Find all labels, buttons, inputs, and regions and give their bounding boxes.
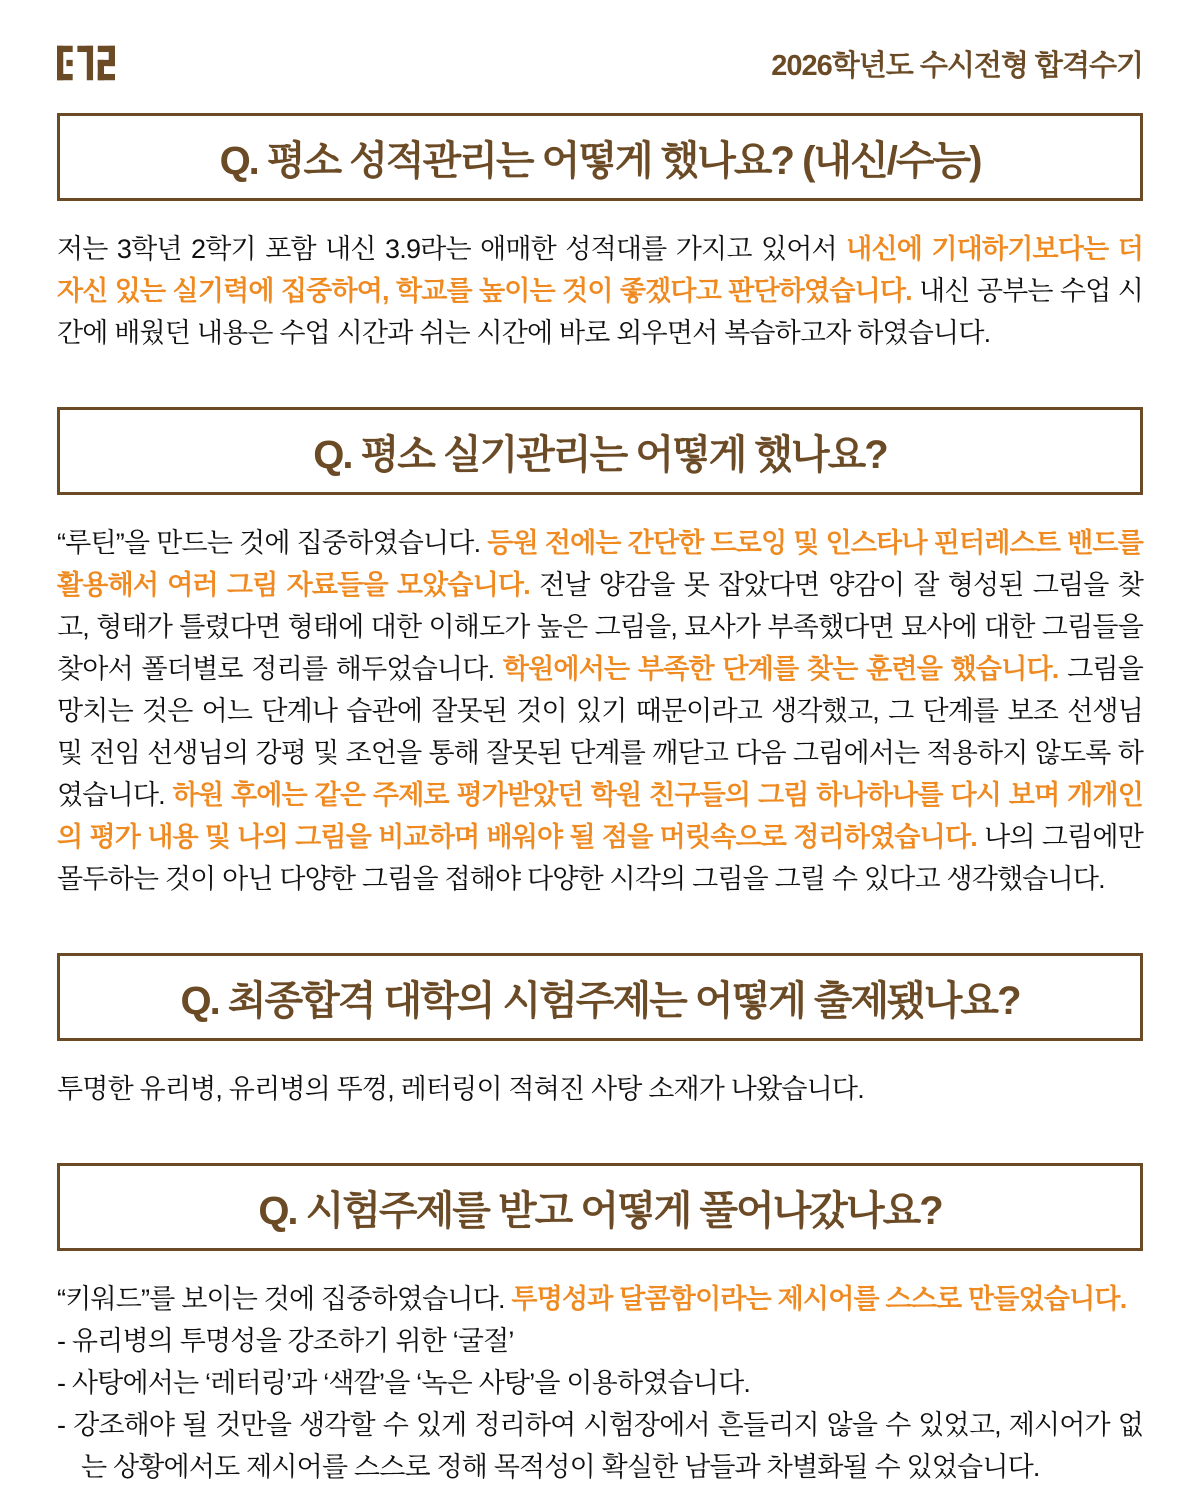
highlight-segment: 하원 후에는 같은 주제로 평가받았던 학원 친구들의 그림 하나하나를 다시 보며 개개인의 평가 내용 및 나의 그림을 비교하며 배워야 될 점을 머릿속으로 정리하였습니다. — [57, 780, 1143, 852]
question-title: Q. 시험주제를 받고 어떻게 풀어나갔나요? — [258, 1188, 942, 1233]
answer-bullet — [57, 1362, 1143, 1404]
text-segment: “루틴”을 만드는 것에 집중하였습니다. — [57, 528, 488, 558]
question-box — [57, 407, 1143, 495]
page-title: 2026학년도 수시전형 합격수기 — [771, 49, 1143, 82]
answer-paragraph — [57, 522, 1143, 900]
answer-block — [57, 522, 1143, 900]
text-segment: - 사탕에서는 ‘레터링’과 ‘색깔’을 ‘녹은 사탕’을 이용하였습니다. — [57, 1368, 751, 1398]
highlight-segment: 학원에서는 부족한 단계를 찾는 훈련을 했습니다. — [502, 654, 1059, 684]
text-segment: 내신 공부는 수업 시간에 배웠던 내용은 수업 시간과 쉬는 시간에 바로 외우면서 복습하고자 하였습니다. — [57, 276, 1143, 348]
question-title: Q. 평소 성적관리는 어떻게 했나요? (내신/수능) — [219, 138, 981, 183]
question-title: Q. 최종합격 대학의 시험주제는 어떻게 출제됐나요? — [180, 978, 1020, 1023]
highlight-segment: 등원 전에는 간단한 드로잉 및 인스타나 핀터레스트 밴드를 활용해서 여러 그림 자료들을 모았습니다. — [57, 528, 1143, 600]
brand-logo-icon — [57, 45, 115, 81]
text-segment: 전날 양감을 못 잡았다면 양감이 잘 형성된 그림을 찾고, 형태가 틀렸다면 형태에 대한 이해도가 높은 그림을, 묘사가 부족했다면 묘사에 대한 그림들을 찾아서 폴더별로 정리를 해두었습니다. — [57, 570, 1143, 684]
text-segment: 투명한 유리병, 유리병의 뚜껑, 레터링이 적혀진 사탕 소재가 나왔습니다. — [57, 1074, 864, 1104]
text-segment: 나의 그림에만 몰두하는 것이 아닌 다양한 그림을 접해야 다양한 시각의 그림을 그릴 수 있다고 생각했습니다. — [57, 822, 1143, 894]
page-header — [57, 44, 1143, 82]
answer-paragraph — [57, 1278, 1143, 1320]
answer-bullet — [57, 1404, 1143, 1488]
text-segment: “키워드”를 보이는 것에 집중하였습니다. — [57, 1284, 512, 1314]
question-box — [57, 953, 1143, 1041]
answer-block — [57, 1278, 1143, 1488]
highlight-segment: 내신에 기대하기보다는 더 자신 있는 실기력에 집중하여, 학교를 높이는 것이 좋겠다고 판단하였습니다. — [57, 234, 1143, 306]
answer-paragraph — [57, 228, 1143, 354]
question-box — [57, 1163, 1143, 1251]
answer-bullet — [57, 1320, 1143, 1362]
answer-block — [57, 228, 1143, 354]
question-title: Q. 평소 실기관리는 어떻게 했나요? — [313, 432, 887, 477]
content — [57, 113, 1143, 1488]
answer-paragraph — [57, 1068, 1143, 1110]
text-segment: - 유리병의 투명성을 강조하기 위한 ‘굴절’ — [57, 1326, 514, 1356]
text-segment: 그림을 망치는 것은 어느 단계나 습관에 잘못된 것이 있기 때문이라고 생각했고, 그 단계를 보조 선생님 및 전임 선생님의 강평 및 조언을 통해 잘못된 단계를 깨닫고 다음 그림에서는 적용하지 않도록 하였습니다. — [57, 654, 1143, 810]
text-segment: - 강조해야 될 것만을 생각할 수 있게 정리하여 시험장에서 흔들리지 않을 수 있었고, 제시어가 없는 상황에서도 제시어를 스스로 정해 목적성이 확실한 남들과 차별화될 수 있었습니다. — [57, 1410, 1143, 1482]
text-segment: 저는 3학년 2학기 포함 내신 3.9라는 애매한 성적대를 가지고 있어서 — [57, 234, 847, 264]
highlight-segment: 투명성과 달콤함이라는 제시어를 스스로 만들었습니다. — [511, 1284, 1127, 1314]
answer-block — [57, 1068, 1143, 1110]
question-box — [57, 113, 1143, 201]
